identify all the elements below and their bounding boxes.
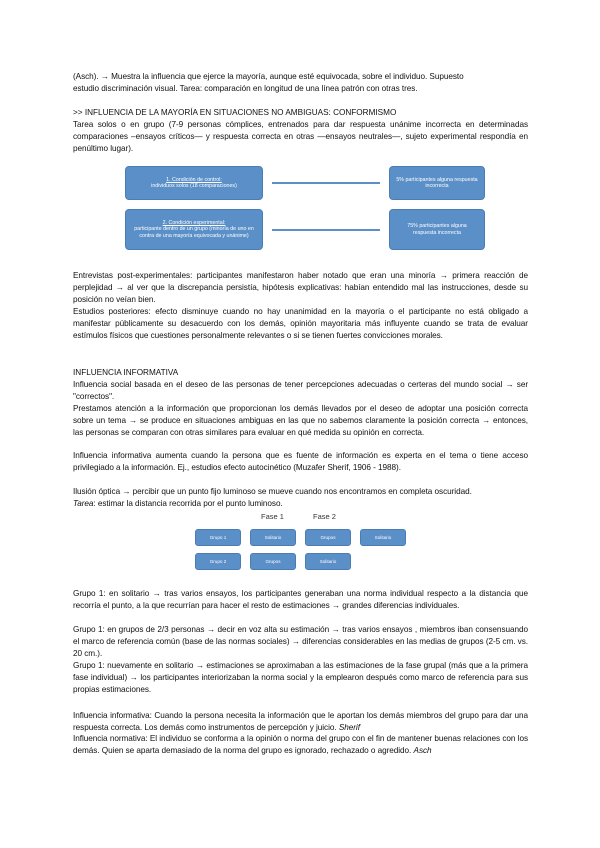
connector-line-2 [272,229,380,231]
diagram-cell: Solitario [250,529,296,546]
asch-intro-line2: estudio discriminación visual. Tarea: comparación en longitud de una línea patrón con otras tres. [73,83,418,93]
ilusion-text: Ilusión óptica → percibir que un punto fijo luminoso se mueve cuando nos encontramos en completa oscuridad. [73,487,472,496]
informativa-heading: INFLUENCIA INFORMATIVA [73,368,179,377]
estudios-paragraph: Estudios posteriores: efecto disminuye cuando no hay unanimidad en la mayoría o el participante no está obligado a manifestar públicamente su desacuerdo con los demás, opinión mayoritaria más influyente cuando se trata de evaluar estímulos físicos que cuestiones personalmente relevantes o si se tienen fuertes convicciones morales. [73,307,528,340]
experimental-condition-box [125,209,263,250]
diagram-cell: Grupos [250,553,296,570]
influencia-normativa-summary [73,733,528,757]
phase-1-label: Fase 1 [261,512,284,521]
diagram-cell: Grupos [305,529,351,546]
experimental-condition-title: 2. Condición experimental: [162,219,226,226]
grupo1-final-paragraph: Grupo 1: nuevamente en solitario → estimaciones se aproximaban a las estimaciones de la fase grupal (más que a la primera fase individual) → los participantes interiorizaban la norma social y la emplearon después como marco de referencia para sus propias estimaciones. [73,661,528,694]
experimental-condition-text: participante dentro de un grupo (minoría de uno en contra de una mayoría equivocada y unánime) [134,226,254,239]
influencia-informativa-summary [73,710,528,734]
grupo1-solitario-paragraph: Grupo 1: en solitario → tras varios ensayos, los participantes generaban una norma individual respecto a la distancia que recorría el punto, a la que recurrían para hacer el resto de estimaciones → grandes diferencias individuales. [73,589,528,610]
informativa-author: Sherif [338,722,360,732]
tarea2-text: : estimar la distancia recorrida por el punto luminoso. [93,498,283,508]
control-condition-text: individuos solos (18 comparaciones) [151,183,237,189]
informativa-paragraph-2: Prestamos atención a la información que proporcionan los demás llevados por el deseo de adoptar una posición correcta sobre un tema → se produce en situaciones ambiguas en las que no sabemos claramente la posición correcta → entonces, las personas se comparan con otras similares para evaluar en qué medida su opinión en correcta. [73,404,528,437]
diagram-cell: Grupo 1 [195,529,241,546]
informativa-paragraph-3: Influencia informativa aumenta cuando la persona que es fuente de información es experta en el tema o tiene acceso privilegiado a la información. Ej., estudios efecto autocinético (Muzafer Sherif, 1906 - 1988). [73,451,528,472]
normativa-author: Asch [413,745,432,755]
normativa-summary-text: Influencia normativa: El individuo se conforma a la opinión o norma del grupo con el fin de mantener buenas relaciones con los demás. Quien se aparta demasiado de la norma del grupo es ignorado, rechazado o agredido. [73,734,528,755]
diagram-cell: Solitario [305,553,351,570]
informativa-paragraph-1: Influencia social basada en el deseo de las personas de tener percepciones adecuadas o certeras del mundo social → ser "correctos". [73,380,528,401]
informativa-summary-text: Influencia informativa: Cuando la persona necesita la información que le aportan los demás miembros del grupo para dar una respuesta correcta. Los demás como instrumentos de percepción y juicio. [73,711,528,732]
tarea-paragraph: Tarea solos o en grupo (7-9 personas cómplices, entrenados para dar respuesta unánime incorrecta en determinadas comparaciones –ensayos críticos— y respuesta correcta en otras —ensayos neutrales—, sujeto experimental respondía en penúltimo lugar). [73,120,528,153]
control-condition-title: 1. Condición de control: [166,176,222,183]
result-box-experimental: 75% participantes alguna respuesta incorrecta [389,209,485,250]
control-condition-box [125,166,263,200]
tarea2-label: Tarea [73,498,94,508]
entrevistas-paragraph: Entrevistas post-experimentales: participantes manifestaron haber notado que eran una minoría → primera reacción de perplejidad → al ver que la discrepancia persistía, hipótesis explicativas: habían entendido mal las instrucciones, desde su posición no veían bien. [73,271,528,304]
ilusion-paragraph [73,486,528,510]
asch-intro-line1: (Asch). → Muestra la influencia que ejerce la mayoría, aunque esté equivocada, sobre el individuo. Supuesto [73,72,464,81]
conformismo-heading: >> INFLUENCIA DE LA MAYORÍA EN SITUACIONES NO AMBIGUAS: CONFORMISMO [73,108,397,117]
phase-2-label: Fase 2 [313,512,336,521]
connector-line-1 [272,182,380,184]
asch-intro [73,71,528,95]
result-box-control: 5% participantes alguna respuesta incorrecta [389,166,485,200]
diagram-cell: Solitario [360,529,406,546]
diagram-cell: Grupo 2 [195,553,241,570]
grupo1-grupos-paragraph: Grupo 1: en grupos de 2/3 personas → decir en voz alta su estimación → tras varios ensayos , miembros iban consensuando el marco de referencia común (base de las normas sociales) → diferencias considerables en las medias de grupos (2-5 cm. vs. 20 cm.). [73,625,528,658]
